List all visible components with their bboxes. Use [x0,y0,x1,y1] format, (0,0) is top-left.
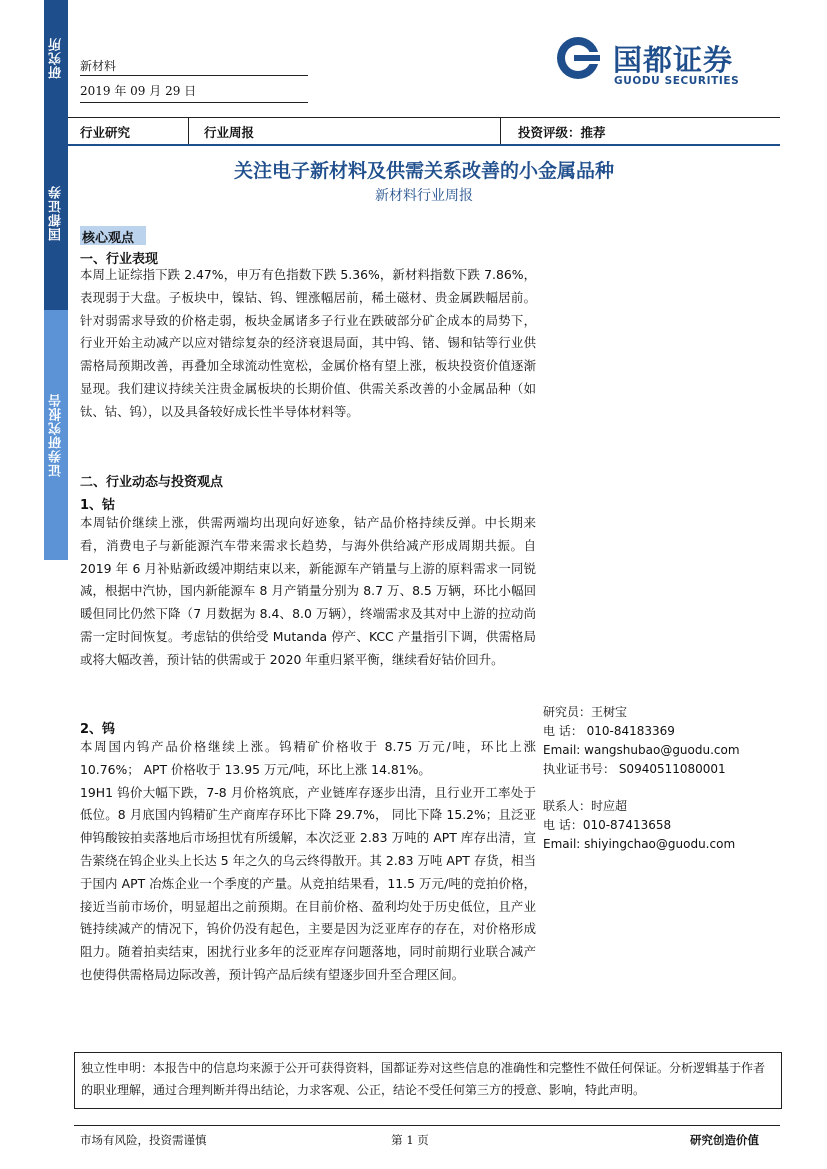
header-divider [80,75,308,76]
contact-name: 联系人：时应超 [543,799,628,813]
logo-text-cn: 国都证券 [613,43,734,77]
section-1-body [80,264,536,424]
contact-person [543,797,735,854]
analyst-name: 研究员：王树宝 [543,705,628,719]
analyst-phone: 电 话： 010-84183369 [543,724,675,738]
report-subtitle: 新材料行业周报 [375,188,473,204]
footer-risk-note: 市场有风险，投资需谨慎 [80,1133,207,1147]
analyst-cert: 执业证书号： S0940511080001 [543,762,726,776]
section-1-paragraph: 本周上证综指下跌 2.47%，申万有色指数下跌 5.36%，新材料指数下跌 7.86%，表现弱于大盘。子板块中，镍钴、钨、锂涨幅居前，稀土磁材、贵金属跌幅居前。针对弱需求导致的价格走弱，板块金属诸多子行业在跌破部分矿企成本的局势下，行业开始主动减产以应对错综复杂的经济衰退局面，其中钨、锗、锡和钴等行业供需格局预期改善，再叠加全球流动性宽松，金属价格有望上涨，板块投资价值逐渐显现。我们建议持续关注贵金属板块的长期价值、供需关系改善的小金属品种（如钛、钴、钨），以及具备较好成长性半导体材料等。 [80,267,536,419]
report-title: 关注电子新材料及供需关系改善的小金属品种 [233,160,614,182]
sidebar-company-label [44,116,68,310]
analyst-contact [543,703,740,779]
logo-text-en: GUODU SECURITIES [614,75,740,87]
sidebar-label-bottom: 证券研究报告 [48,393,64,477]
footer-slogan: 研究创造价值 [690,1133,759,1147]
contact-phone: 电 话：010-87413658 [543,818,672,832]
sidebar-label-mid: 国都证券 [48,185,64,241]
category-type-1: 行业研究 [80,125,131,140]
category-type-2: 行业周报 [204,125,255,140]
category-divider-2 [500,118,501,144]
category-bar [68,117,780,146]
footer-divider [74,1125,780,1126]
contact-email[interactable]: Email: shiyingchao@guodu.com [543,837,736,851]
tungsten-paragraph-1: 本周国内钨产品价格继续上涨。钨精矿价格收于 8.75 万元/吨，环比上涨 10.76%； APT 价格收于 13.95 万元/吨，环比上涨 14.81%。 [80,739,536,777]
header-divider-2 [80,102,308,103]
analyst-email[interactable]: Email: wangshubao@guodu.com [543,743,740,757]
cobalt-paragraph: 本周钴价继续上涨，供需两端均出现向好迹象，钴产品价格持续反弹。中长期来看，消费电子与新能源汽车带来需求长趋势，与海外供给减产形成周期共振。自 2019 年 6 月补贴新政缓冲期结束以来，新能源车产销量与上游的原料需求一同锐减，根据中汽协，国内新能源车 8 月产销量分别为 8.7 万、8.5 万辆，环比小幅回暖但同比仍然下降（7 月数据为 8.4、8.0 万辆），终端需求及其对中上游的拉动尚需一定时间恢复。考虑钴的供给受 Mutanda 停产、KCC 产量指引下调，供需格局或将大幅改善，预计钴的供需或于 2020 年重归紧平衡，继续看好钴价回升。 [80,515,536,667]
disclaimer-box [74,1052,782,1109]
core-view-badge [80,226,146,245]
disclaimer-text: 独立性申明：本报告中的信息均来源于公开可获得资料，国都证券对这些信息的准确性和完整性不做任何保证。分析逻辑基于作者的职业理解，通过合理判断并得出结论，力求客观、公正，结论不受任何第三方的授意、影响，特此声明。 [81,1061,766,1097]
report-date: 2019 年 09 月 29 日 [80,84,197,98]
core-view-label: 核心观点 [82,231,135,246]
tungsten-paragraph-2: 19H1 钨价大幅下跌，7-8 月价格筑底，产业链库存逐步出清，且行业开工率处于低位。8 月底国内钨精矿生产商库存环比下降 29.7%， 同比下降 15.2%；且泛亚伸钨酸铵拍卖落地后市场担忧有所缓解，本次泛亚 2.83 万吨的 APT 库存出清，宣告萦绕在钨企业头上长达 5 年之久的乌云终得散开。其 2.83 万吨 APT 存货，相当于国内 APT 冶炼企业一个季度的产量。从竞拍结果看，11.5 万元/吨的竞拍价格，接近当前市场价，明显超出之前预期。在目前价格、盈利均处于历史低位，且产业链持续减产的情况下，钨价仍没有起色，主要是因为泛亚库存的存在，对价格形成阻力。随着拍卖结束，困扰行业多年的泛亚库存问题落地，同时前期行业联合减产也使得供需格局边际改善，预计钨产品后续有望逐步回升至合理区间。 [80,784,536,982]
section-2-1-body [80,512,536,672]
section-2-2-body [80,736,536,987]
guodu-logo-icon [554,36,606,80]
industry-label: 新材料 [80,59,117,73]
section-2-heading: 二、行业动态与投资观点 [80,475,224,490]
section-2-2-heading: 2、钨 [80,722,116,737]
section-1-heading: 一、行业表现 [80,252,159,267]
sidebar-research-label [44,0,68,116]
sidebar-report-label [44,310,68,560]
page-number: 第 1 页 [391,1133,429,1147]
category-divider [188,118,189,144]
section-2-1-heading: 1、钴 [80,498,116,513]
investment-rating: 投资评级：推荐 [518,125,606,140]
sidebar-label-top: 研究所 [48,37,64,79]
